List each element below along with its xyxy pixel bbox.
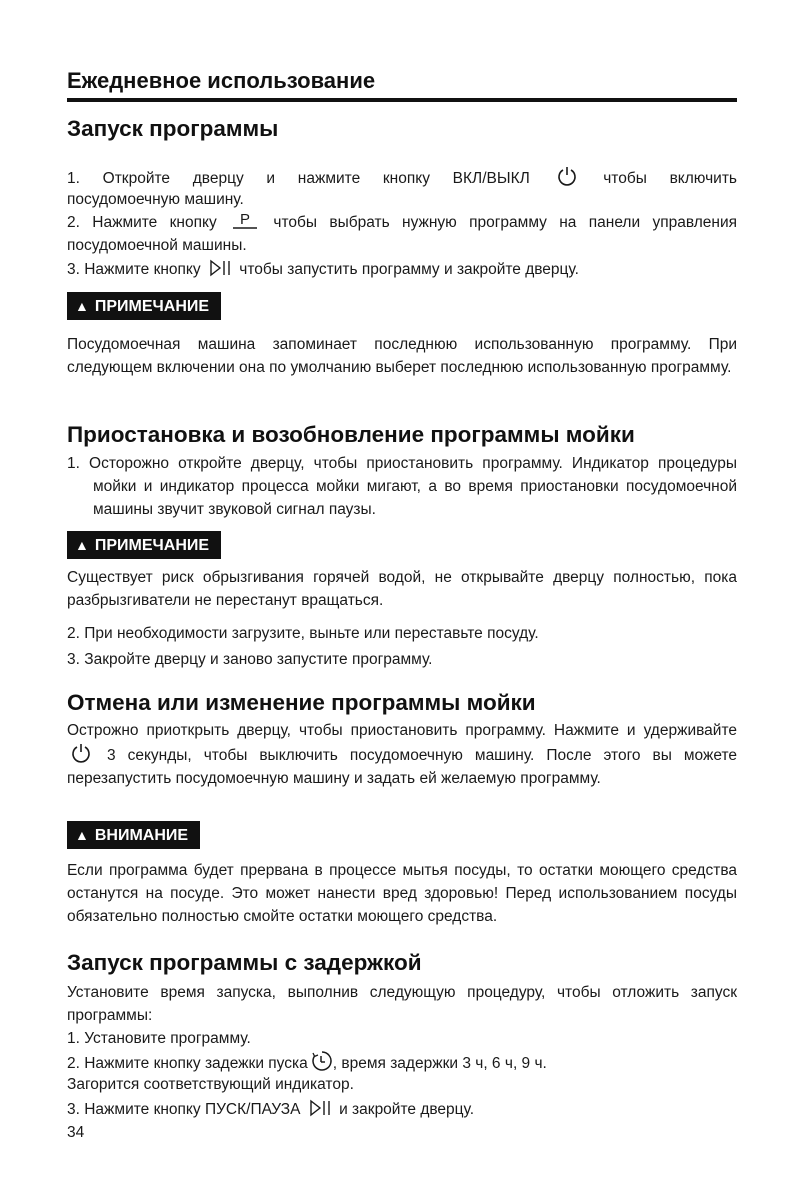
page-header: Ежедневное использование [67,68,376,93]
note-badge-2: ▲ ПРИМЕЧАНИЕ [67,531,221,559]
cancel-text: Острожно приоткрыть дверцу, чтобы приостановить программу. Нажмите и удерживайте 3 секунды, чтобы выключить посудомоечную машину. После этого вы можете перезапустить посудомоечную машину и задать ей желаемую программу. [67,722,737,787]
delay-step-2: 2. Нажмите кнопку задежки пуска , время задержки 3 ч, 6 ч, 9 ч. [67,1050,737,1075]
warning-triangle-icon: ▲ [75,298,89,314]
start-step-3: 3. Нажмите кнопку чтобы запустить программу и закройте дверцу. [67,258,737,281]
pause-step-1: 1. Осторожно откройте дверцу, чтобы приостановить программу. Индикатор процедуры мойки и индикатор процесса мойки мигают, а во время приостановки посудомоечной машины звучит звуковой сигнал паузы. [67,455,737,518]
note-badge-1: ▲ ПРИМЕЧАНИЕ [67,292,221,320]
section-title-start: Запуск программы [67,116,279,141]
section-title-pause: Приостановка и возобновление программы мойки [67,422,635,447]
program-p-icon [232,211,258,231]
start-step-2: 2. Нажмите кнопку P чтобы выбрать нужную программу на панели управления [67,211,737,231]
play-pause-icon [208,258,232,278]
header-rule [67,98,737,102]
pause-step-3: 3. Закройте дверцу и заново запустите программу. [67,651,433,668]
section-title-delay: Запуск программы с задержкой [67,950,422,975]
page-number: 34 [67,1124,85,1141]
clock-delay-icon [311,1050,333,1072]
pause-step-2: 2. При необходимости загрузите, выньте или переставьте посуду. [67,625,539,642]
warning-text: Если программа будет прервана в процессе мытья посуды, то остатки моющего средства останутся на посуде. Это может нанести вред здоровью! Перед использованием посуды обязательно полностью смойте остатки моющего средства. [67,862,737,925]
start-step-1-cont: посудомоечную машину. [67,191,244,208]
delay-step-1: 1. Установите программу. [67,1030,251,1047]
warning-badge: ▲ ВНИМАНИЕ [67,821,200,849]
delay-step-2-cont: Загорится соответствующий индикатор. [67,1076,354,1093]
power-icon [556,165,578,187]
delay-step-3: 3. Нажмите кнопку ПУСК/ПАУЗА и закройте дверцу. [67,1098,737,1121]
delay-intro: Установите время запуска, выполнив следующую процедуру, чтобы отложить запуск программы: [67,984,737,1024]
note-text-1: Посудомоечная машина запоминает последнюю использованную программу. При следующем включении она по умолчанию выберет последнюю использованную программу. [67,336,737,376]
section-title-cancel: Отмена или изменение программы мойки [67,690,536,715]
note-text-2: Существует риск обрызгивания горячей водой, не открывайте дверцу полностью, пока разбрызгиватели не перестанут вращаться. [67,569,737,609]
warning-triangle-icon: ▲ [75,827,89,843]
warning-triangle-icon: ▲ [75,537,89,553]
power-icon [70,742,92,764]
svg-text:P: P [240,211,251,228]
start-step-1: 1. Откройте дверцу и нажмите кнопку ВКЛ/ВЫКЛ чтобы включить [67,165,737,190]
play-pause-icon [308,1098,332,1118]
start-step-2-cont: посудомоечной машины. [67,237,247,254]
